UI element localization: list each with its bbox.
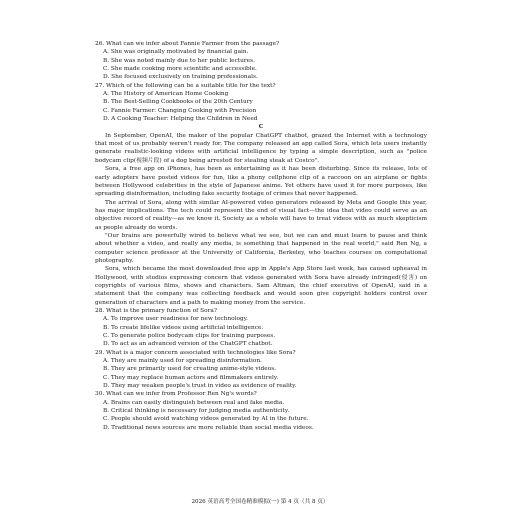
option-a: A. They are mainly used for spreading disinformation. <box>103 358 262 365</box>
option-d: D. A Cooking Teacher: Helping the Children in Need <box>103 116 258 123</box>
passage-paragraph: Sora, a free app on iPhones, has been as entertaining as it has been disturbing. Since its release, lots of early adopters have posted videos for fun, like a phony cellphone clip of a raccoon on an airplane or fights between Hollywood celebrities in the style of Japanese anime. Yet others have used it for more purposes, like spreading disinformation, including fake security footage of crimes that never happened. <box>95 166 427 198</box>
passage-paragraph: The arrival of Sora, along with similar AI-powered video generators released by Meta and Google this year, has major implications. The tech could represent the end of visual fact—the idea that video could serve as an objective record of reality—as we know it. Society as a whole will have to treat videos with as much skepticism as people already do words. <box>95 199 427 231</box>
option-b: B. Critical thinking is necessary for judging media authenticity. <box>103 408 290 415</box>
option-c: C. She made cooking more scientific and accessible. <box>103 66 257 73</box>
option-a: A. She was originally motivated by financial gain. <box>103 49 249 56</box>
option-d: D. She focused exclusively on training professionals. <box>103 74 258 81</box>
option-d: D. Traditional news sources are more reliable than social media videos. <box>103 424 314 431</box>
option-c: C. Fannie Farmer: Changing Cooking with Precision <box>103 107 257 114</box>
question-29 <box>95 349 427 391</box>
option-a: A. Brains can easily distinguish between real and fake media. <box>103 399 285 406</box>
option-d: D. They may weaken people's trust in video as evidence of reality. <box>103 383 297 390</box>
option-c: C. To generate police bodycam clips for training purposes. <box>103 333 276 340</box>
reading-passage <box>95 132 427 307</box>
passage-paragraph: In September, OpenAI, the maker of the popular ChatGPT chatbot, grazed the Internet with a technology that most of us probably weren't ready for. The company released an app called Sora, which lets users instantly generate realistic-looking videos with artificial intelligence by typing a simple description, such as "police bodycam clip(视频片段) of a dog being arrested for stealing steak at Costco". <box>95 132 427 164</box>
option-d: D. To act as an advanced version of the ChatGPT chatbot. <box>103 341 273 348</box>
question-stem: 27. Which of the following can be a suitable title for the text? <box>95 82 276 89</box>
question-27 <box>95 82 427 124</box>
option-a: A. To improve user readiness for new technology. <box>103 316 249 323</box>
page-footer: 2026 英语高考全国卷精准模拟(一) 第 4 页（共 8 页） <box>191 499 329 505</box>
question-stem: 30. What can we infer from Professor Ren Ng's words? <box>95 391 257 398</box>
passage-paragraph: "Our brains are powerfully wired to believe what we see, but we can and must learn to pause and think about whether a video, and really any media, is something that happened in the real world," said Ren Ng, a computer science professor at the University of California, Berkeley, who teaches courses on computational photography. <box>95 232 427 264</box>
question-30 <box>95 390 427 432</box>
section-heading: C <box>258 124 264 131</box>
option-c: C. They may replace human actors and filmmakers entirely. <box>103 374 279 381</box>
option-b: B. She was noted mainly due to her public lectures. <box>103 57 255 64</box>
option-b: B. The Best-Selling Cookbooks of the 20th Century <box>103 99 253 106</box>
option-c: C. People should avoid watching videos generated by AI in the future. <box>103 416 309 423</box>
question-stem: 29. What is a major concern associated with technologies like Sora? <box>95 349 296 356</box>
question-26 <box>95 40 427 82</box>
question-stem: 28. What is the primary function of Sora? <box>95 308 217 314</box>
question-stem: 26. What can we infer about Fannie Farmer from the passage? <box>95 41 280 47</box>
passage-paragraph: Sora, which became the most downloaded free app in Apple's App Store last week, has caused upheaval in Hollywood, with studios expressing concern that videos generated with Sora have already infringed(侵害) on copyrights of various films, shows and characters. Sam Altman, the chief executive of OpenAI, said in a statement that the company was collecting feedback and would soon give copyright holders control over generation of characters and a path to making money from the service. <box>95 266 427 306</box>
question-28 <box>95 307 427 349</box>
option-a: A. The History of American Home Cooking <box>103 91 229 98</box>
exam-page <box>95 40 427 432</box>
option-b: B. To create lifelike videos using artificial intelligence. <box>103 324 264 331</box>
option-b: B. They are primarily used for creating anime-style videos. <box>103 366 277 373</box>
